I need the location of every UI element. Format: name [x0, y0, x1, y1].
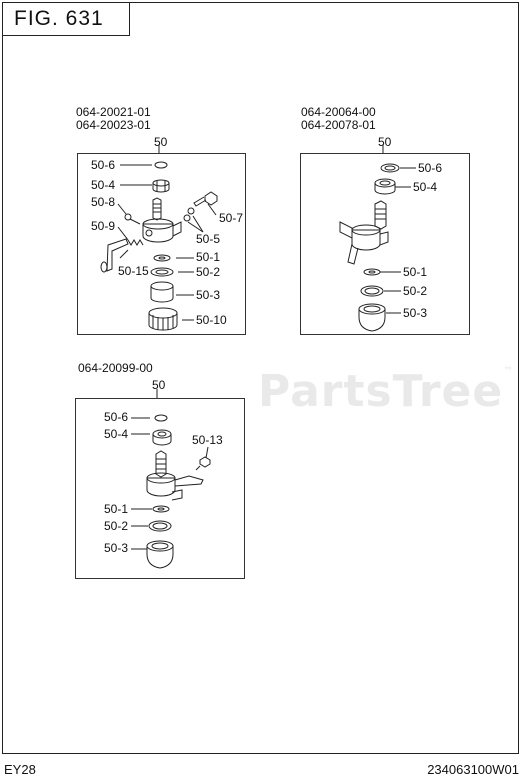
- group1-gasket-50-2: [151, 268, 173, 276]
- group2-assembly-number[interactable]: 50: [378, 135, 392, 149]
- group2-bowl-50-3: [359, 304, 385, 331]
- group2-part-number-1[interactable]: 064-20064-00: [301, 105, 376, 119]
- group2-o-ring-50-6: [381, 164, 399, 172]
- group1-screw-50-8: [125, 214, 140, 224]
- group1-callout-50-7[interactable]: 50-7: [219, 211, 244, 225]
- group1-bowl-50-10: [149, 308, 177, 330]
- group3-callout-50-1[interactable]: 50-1: [104, 502, 129, 516]
- group3-valve-body: [147, 451, 203, 500]
- group3-parts: [147, 415, 210, 568]
- group1-assembly-number[interactable]: 50: [154, 135, 168, 149]
- group1-parts: [101, 162, 217, 330]
- group3-o-ring-50-6: [155, 415, 167, 421]
- group2-valve-body: [340, 201, 388, 264]
- group2-callout-50-1[interactable]: 50-1: [403, 265, 428, 279]
- footer-doc-number: 234063100W01: [427, 762, 519, 777]
- group1-part-number-1[interactable]: 064-20021-01: [76, 105, 151, 119]
- footer-model: EY28: [4, 762, 36, 777]
- group1-bolt-50-7: [184, 192, 217, 221]
- group1-callout-50-3[interactable]: 50-3: [196, 288, 221, 302]
- group1-callout-50-9[interactable]: 50-9: [91, 219, 116, 233]
- watermark-trademark: ™: [503, 366, 515, 377]
- group2-callout-50-4[interactable]: 50-4: [413, 180, 438, 194]
- group3-screw-50-13: [196, 457, 210, 470]
- group3-packing-50-1: [153, 506, 169, 512]
- group1-callout-50-2[interactable]: 50-2: [196, 265, 221, 279]
- group3-callout-50-2[interactable]: 50-2: [104, 519, 129, 533]
- group2-callout-50-3[interactable]: 50-3: [403, 306, 428, 320]
- group1-callout-50-6[interactable]: 50-6: [91, 158, 116, 172]
- group1-part-number-2[interactable]: 064-20023-01: [76, 118, 151, 132]
- group1-callout-50-8[interactable]: 50-8: [91, 195, 116, 209]
- group1-packing-50-1: [154, 255, 170, 261]
- group2-parts: [340, 164, 399, 331]
- group1-valve-body: [143, 198, 181, 242]
- group3-gasket-50-2: [149, 521, 171, 531]
- group1-leader-lines: [118, 144, 216, 320]
- group2-packing-50-1: [364, 269, 380, 275]
- group1-o-ring-50-6: [155, 162, 167, 168]
- group3-callout-50-3[interactable]: 50-3: [104, 541, 129, 555]
- group3-bowl-50-3: [147, 541, 173, 568]
- group2-cap-nut-50-4: [375, 179, 395, 194]
- group2-callout-50-2[interactable]: 50-2: [403, 284, 428, 298]
- group2-callout-50-6[interactable]: 50-6: [418, 161, 443, 175]
- group1-callout-50-15[interactable]: 50-15: [118, 264, 149, 278]
- group1-filter-50-3: [151, 282, 173, 302]
- group1-callout-50-5[interactable]: 50-5: [196, 232, 221, 246]
- group3-part-number-1[interactable]: 064-20099-00: [78, 361, 153, 375]
- group3-cap-nut-50-4: [153, 430, 171, 445]
- group3-callout-50-4[interactable]: 50-4: [104, 427, 129, 441]
- group3-callout-50-13[interactable]: 50-13: [192, 433, 223, 447]
- group1-callout-50-4[interactable]: 50-4: [91, 178, 116, 192]
- group1-callout-50-1[interactable]: 50-1: [196, 250, 221, 264]
- group1-callout-50-10[interactable]: 50-10: [196, 313, 227, 327]
- group1-cap-nut-50-4: [153, 180, 169, 192]
- group3-callout-50-6[interactable]: 50-6: [104, 410, 129, 424]
- group1-lever-50-9: [101, 239, 128, 272]
- group2-part-number-2[interactable]: 064-20078-01: [301, 118, 376, 132]
- group3-assembly-number[interactable]: 50: [152, 378, 166, 392]
- group2-gasket-50-2: [361, 286, 383, 296]
- watermark-text: PartsTree: [258, 366, 504, 417]
- group1-spring-50-15: [128, 240, 143, 245]
- figure-label: FIG. 631: [2, 2, 130, 36]
